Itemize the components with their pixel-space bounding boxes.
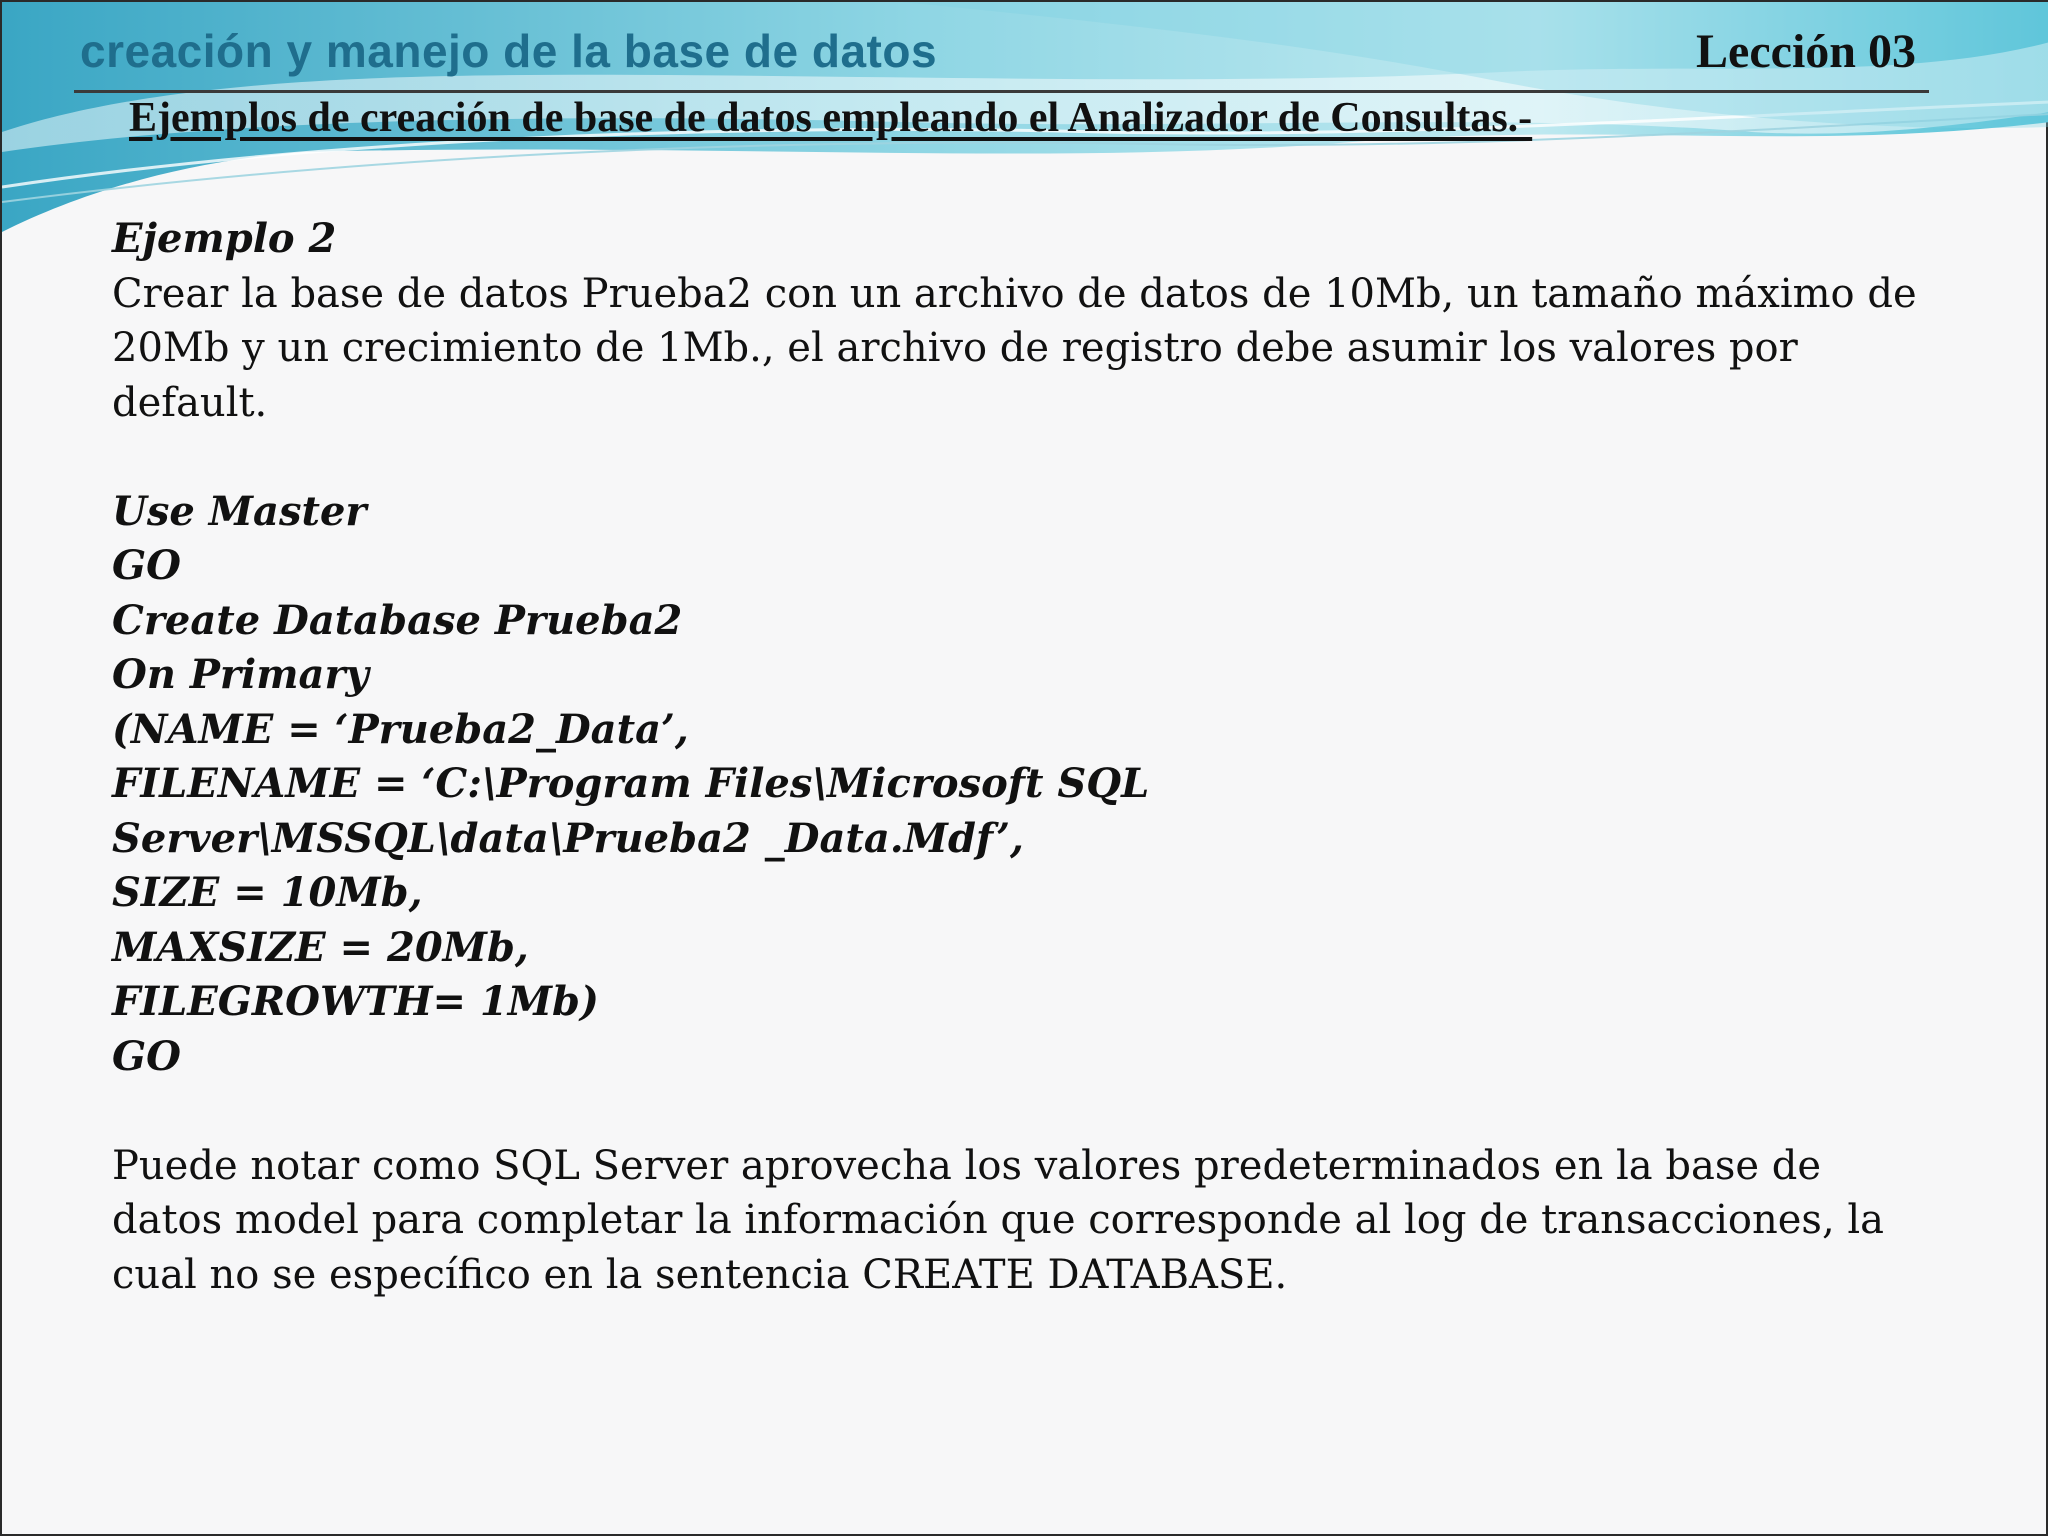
slide-content [112,212,1917,1302]
spacer [112,1084,1912,1139]
example-heading: Ejemplo 2 [112,215,337,262]
code-line: GO [112,542,182,589]
description-line: default. [112,379,268,426]
note-line: datos model para completar la información que corresponde al log de transacciones, la [112,1197,1885,1243]
code-line: Server\MSSQL\data\Prueba2 _Data.Mdf’, [112,814,1024,862]
header-title: creación y manejo de la base de datos [80,25,938,77]
code-line: SIZE = 10Mb, [112,869,423,916]
code-line: FILEGROWTH= 1Mb) [112,978,599,1025]
description-line: 20Mb y un crecimiento de 1Mb., el archivo de registro debe asumir los valores por [112,325,1798,371]
header-divider [74,90,1929,93]
code-line: MAXSIZE = 20Mb, [112,923,529,971]
code-line: (NAME = ‘Prueba2_Data’, [112,705,689,753]
spacer [112,430,1912,485]
code-line: GO [112,1032,182,1080]
code-line: FILENAME = ‘C:\Program Files\Microsoft SQL [112,760,1150,807]
code-line: Create Database Prueba2 [112,596,683,644]
code-line: On Primary [112,651,369,698]
code-line: Use Master [112,487,367,535]
description-line: Crear la base de datos Prueba2 con un archivo de datos de 10Mb, un tamaño máximo de [112,270,1917,317]
slide-subtitle: Ejemplos de creación de base de datos empleando el Analizador de Consultas.- [129,95,1533,141]
lesson-label: Lección 03 [1696,25,1916,78]
note-line: cual no se específico en la sentencia CREATE DATABASE. [112,1251,1288,1298]
note-line: Puede notar como SQL Server aprovecha los valores predeterminados en la base de [112,1142,1822,1189]
